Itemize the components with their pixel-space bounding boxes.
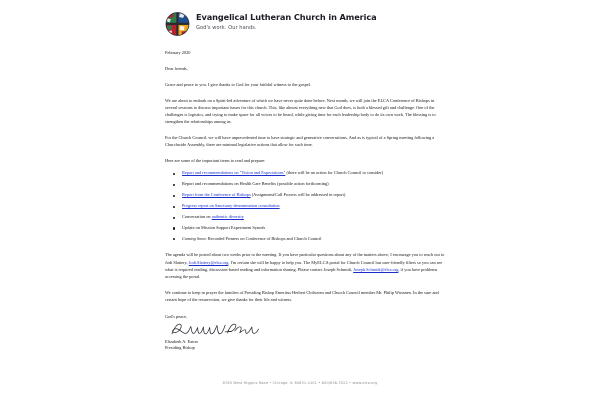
agenda-link[interactable]: Report and recommendations on "Vision and Expectations" — [182, 170, 286, 176]
list-item — [182, 170, 447, 177]
elca-cross-logo-icon — [165, 11, 190, 37]
list-item — [182, 236, 447, 243]
item-lead-text: Conversation on — [182, 213, 212, 219]
paragraph-4 — [165, 251, 447, 279]
list-item — [182, 225, 447, 232]
paragraph-5: We continue to keep in prayer the families of Presiding Bishop Emeritus Herbert Chilstrom and Church Council member Mr. Philip Wirtanen. In the sure and certain hope of the resurrection, we give thanks for their life and witness. — [165, 289, 439, 302]
item-italic-lead: Coming Soon — [182, 235, 206, 241]
item-trailing-text: (Assignment/Call Process will be addressed in report) — [250, 192, 346, 198]
paragraph-2: We are about to embark on a Spirit-led adventure of which we have never quite done before. Next month, we will join the ELCA Conference of Bishops in several sessions to discuss important issues for this church. This, like almost everything new that God does, is both a blessed gift and challenge. One of the challenges is logistics, and trying to make space for all voices to be heard, while giving time for each leadership body to do its own work. The blessing is to strengthen the relationships among us. — [165, 98, 436, 125]
closing-line: God's peace, — [165, 313, 188, 319]
email-link-jodi-slattery[interactable]: Jodi.Slattery@elca.org — [188, 259, 229, 265]
page-footer: 8765 West Higgins Road • Chicago, IL 60631-4101 • 800/638-3522 • www.elca.org — [222, 381, 378, 385]
handwritten-signature — [169, 321, 261, 338]
organization-name: Evangelical Lutheran Church in America — [196, 12, 377, 22]
signer-name: Elizabeth A. Eaton — [165, 338, 198, 344]
brand-text — [196, 11, 377, 31]
item-trailing-text: Report and recommendations on Health Care Benefits (possible action forthcoming) — [182, 181, 329, 187]
signer-block — [165, 339, 447, 352]
paragraph-4-part-1: The agenda will be posted about two weeks prior to the meeting. If you have particular questions about any of the matters above, I encourage you to reach out to Jodi Slattery, — [165, 252, 445, 265]
item-trailing-text: Update on Mission Support Experiment Synods — [182, 224, 266, 230]
agenda-link[interactable]: Report from the Conference of Bishops — [182, 192, 251, 198]
agenda-list — [165, 170, 447, 242]
paragraph-4-part-3: , if you have problems accessing the portal. — [165, 266, 438, 279]
list-item — [182, 192, 447, 199]
letter-body — [165, 49, 447, 352]
paragraph-4-part-2: . I'm certain she will be happy to help you. The MyELCA portal for Church Council has user-friendly filters so you can see what is required reading, discussion-based reading and information sharing. Please contact Joseph Schmidt, — [165, 259, 443, 272]
list-item — [182, 181, 447, 188]
organization-tagline: God's work. Our hands. — [196, 25, 257, 32]
item-trailing-text: : Recorded Primers on Conference of Bishops and Church Council — [205, 235, 322, 241]
paragraph-1: Grace and peace to you. I give thanks to God for your faithful witness to the gospel. — [165, 82, 311, 88]
signer-title: Presiding Bishop — [165, 345, 195, 351]
paragraph-3: For the Church Council, we will have unprecedented time to have strategic and generative conversations. And as is typical of a Spring meeting following a Churchwide Assembly, there are minimal legislative actions that allow for such time. — [165, 135, 435, 148]
list-item — [182, 203, 447, 210]
letterhead — [165, 0, 447, 37]
letter-sheet — [165, 0, 447, 400]
signoff-block — [165, 313, 447, 352]
email-link-joseph-schmidt[interactable]: Joseph.Schmidt@elca.org — [353, 266, 399, 272]
item-trailing-text: (there will be an action for Church Council to consider) — [285, 170, 384, 176]
agenda-link[interactable]: Progress report on Sanctuary denomination consultation — [182, 203, 280, 209]
agenda-link[interactable]: authentic diversity — [211, 213, 244, 219]
list-intro: Here are some of the important items to read and prepare: — [165, 158, 266, 164]
letter-date: February 2020 — [165, 50, 191, 55]
salutation: Dear friends, — [165, 66, 188, 72]
list-item — [182, 214, 447, 221]
